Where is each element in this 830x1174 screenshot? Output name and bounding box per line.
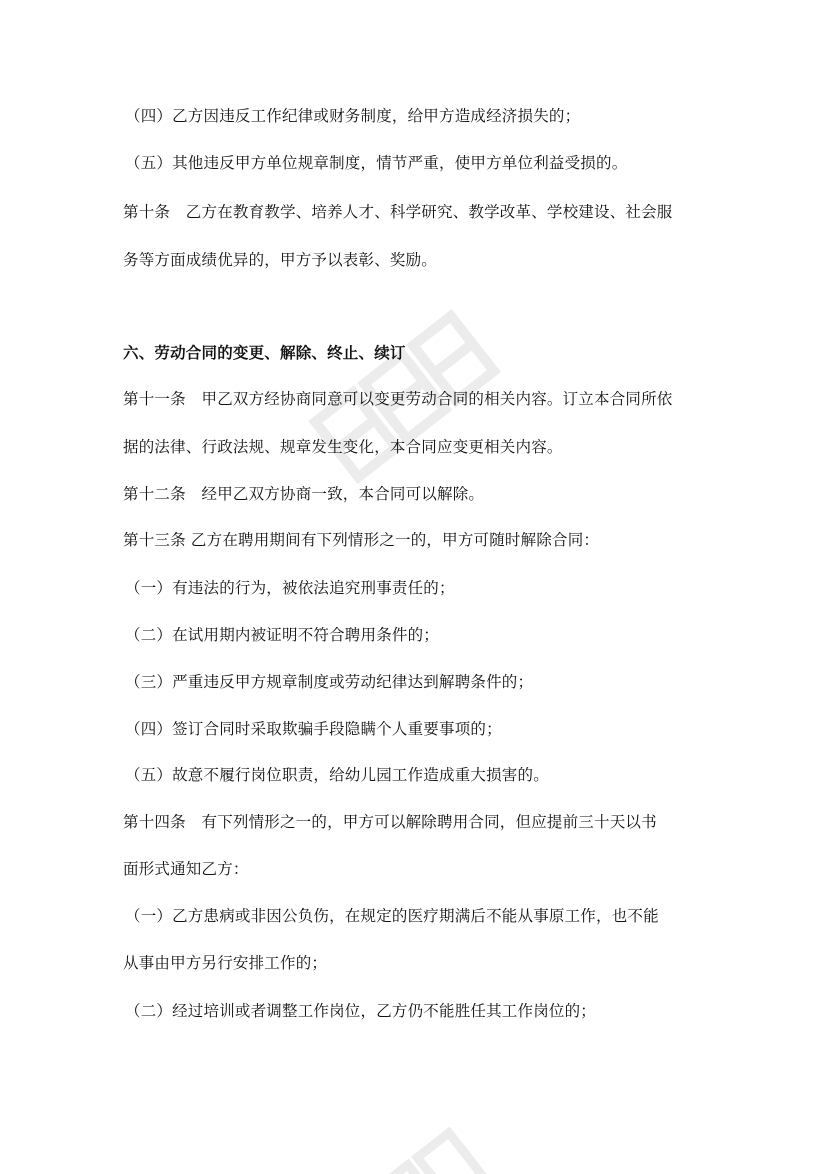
paragraph-line: （五）其他违反甲方单位规章制度，情节严重，使甲方单位利益受损的。 bbox=[125, 154, 628, 172]
paragraph-line: 面形式通知乙方： bbox=[123, 860, 249, 878]
paragraph-line: （二）在试用期内被证明不符合聘用条件的； bbox=[125, 626, 440, 644]
paragraph-line: 第十四条 有下列情形之一的，甲方可以解除聘用合同，但应提前三十天以书 bbox=[123, 813, 657, 831]
paragraph-line: （三）严重违反甲方规章制度或劳动纪律达到解聘条件的； bbox=[125, 673, 534, 691]
paragraph-line: 第十三条 乙方在聘用期间有下列情形之一的，甲方可随时解除合同： bbox=[123, 531, 600, 549]
paragraph-line: 据的法律、行政法规、规章发生变化，本合同应变更相关内容。 bbox=[123, 438, 563, 456]
paragraph-line: 第十二条 经甲乙双方协商一致，本合同可以解除。 bbox=[123, 485, 485, 503]
watermark-graphic bbox=[360, 1080, 540, 1174]
paragraph-line: 务等方面成绩优异的，甲方予以表彰、奖励。 bbox=[123, 251, 438, 269]
paragraph-line: 第十一条 甲乙双方经协商同意可以变更劳动合同的相关内容。订立本合同所依 bbox=[123, 390, 673, 408]
paragraph-line: （一）有违法的行为，被依法追究刑事责任的； bbox=[125, 579, 455, 597]
paragraph-line: （五）故意不履行岗位职责，给幼儿园工作造成重大损害的。 bbox=[125, 766, 549, 784]
paragraph-line: （四）乙方因违反工作纪律或财务制度，给甲方造成经济损失的； bbox=[125, 107, 581, 125]
paragraph-line: （二）经过培训或者调整工作岗位，乙方仍不能胜任其工作岗位的； bbox=[125, 1002, 597, 1020]
section-heading: 六、劳动合同的变更、解除、终止、续订 bbox=[123, 344, 406, 362]
paragraph-line: 从事由甲方另行安排工作的； bbox=[123, 954, 328, 972]
paragraph-line: （一）乙方患病或非因公负伤，在规定的医疗期满后不能从事原工作，也不能 bbox=[125, 907, 659, 925]
paragraph-line: 第十条 乙方在教育教学、培养人才、科学研究、教学改革、学校建设、社会服 bbox=[123, 203, 673, 221]
paragraph-line: （四）签订合同时采取欺骗手段隐瞒个人重要事项的； bbox=[125, 720, 502, 738]
